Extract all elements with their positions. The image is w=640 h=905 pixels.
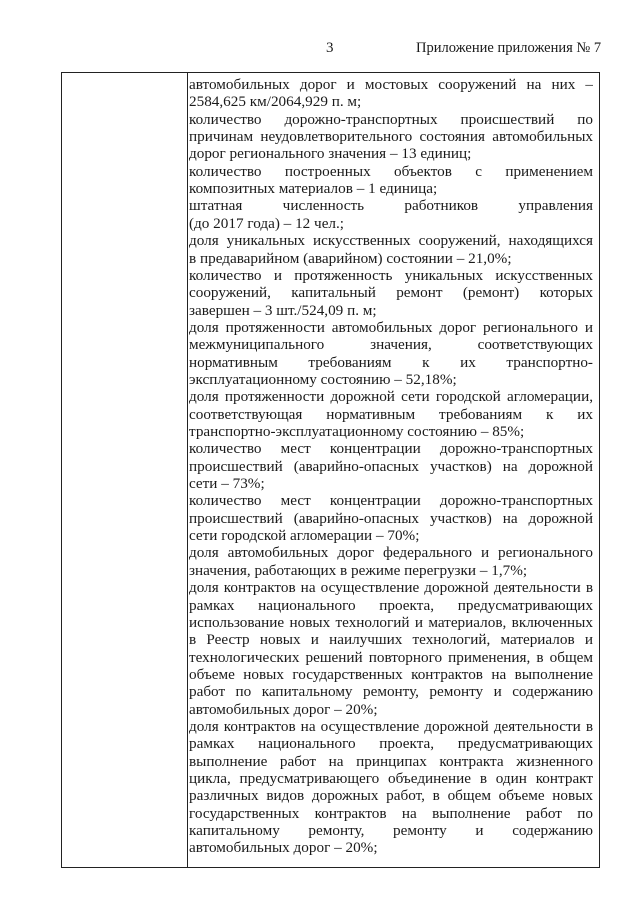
text-line: соответствующая нормативным требованиям к их bbox=[189, 405, 593, 423]
text-line: дорог регионального значения – 13 единиц; bbox=[189, 145, 472, 163]
text-line: количество мест концентрации дорожно-транспортных bbox=[189, 492, 593, 510]
text-line: штатная численность работников управления bbox=[189, 197, 593, 215]
text-line: происшествий (аварийно-опасных участков) на дорожной bbox=[189, 457, 593, 475]
text-line: происшествий (аварийно-опасных участков) на дорожной bbox=[189, 509, 593, 527]
text-line: доля контрактов на осуществление дорожной деятельности в bbox=[189, 717, 593, 735]
text-line: транспортно-эксплуатационному состоянию – 85%; bbox=[189, 423, 525, 440]
text-line: различных видов дорожных работ, в общем объеме новых bbox=[189, 787, 593, 805]
text-line: доля автомобильных дорог федерального и регионального bbox=[189, 544, 593, 562]
text-line: значения, работающих в режиме перегрузки – 1,7%; bbox=[189, 561, 528, 579]
text-line: 2584,625 км/2064,929 п. м; bbox=[189, 93, 362, 111]
text-line: автомобильных дорог – 20%; bbox=[189, 700, 378, 718]
text-line: сооружений, капитальный ремонт (ремонт) которых bbox=[189, 284, 593, 302]
text-line: сети городской агломерации – 70%; bbox=[189, 527, 420, 545]
text-line: работ по капитальному ремонту, ремонту и содержанию bbox=[189, 683, 593, 701]
text-line: доля контрактов на осуществление дорожной деятельности в bbox=[189, 579, 593, 597]
text-line: композитных материалов – 1 единица; bbox=[189, 180, 438, 198]
table-right-column bbox=[189, 73, 593, 867]
text-line: выполнение работ на принципах контракта жизненного bbox=[189, 752, 593, 770]
text-line: нормативным требованиям к их транспортно- bbox=[189, 353, 593, 371]
text-line: в предаварийном (аварийном) состоянии – 21,0%; bbox=[189, 249, 512, 267]
text-line: капитальному ремонту, ремонту и содержанию bbox=[189, 822, 593, 840]
indicators-table bbox=[61, 72, 600, 868]
text-line: количество и протяженность уникальных искусственных bbox=[189, 266, 593, 284]
text-line: автомобильных дорог – 20%; bbox=[189, 839, 378, 857]
text-line: в Реестр новых и наилучших технологий, материалов и bbox=[189, 631, 593, 649]
text-line: доля уникальных искусственных сооружений, находящихся bbox=[189, 232, 593, 250]
text-line: использование новых технологий и материалов, включенных bbox=[189, 613, 593, 631]
appendix-label: Приложение приложения № 7 bbox=[416, 40, 602, 56]
text-line: рамках национального проекта, предусматривающих bbox=[189, 596, 593, 614]
text-line: причинам неудовлетворительного состояния автомобильных bbox=[189, 128, 593, 146]
text-line: технологических решений повторного применения, в общем bbox=[189, 648, 593, 666]
text-line: (до 2017 года) – 12 чел.; bbox=[189, 214, 345, 232]
text-line: межмуниципального значения, соответствующих bbox=[189, 336, 593, 354]
text-line: автомобильных дорог и мостовых сооружений на них – bbox=[189, 76, 593, 93]
text-line: доля протяженности дорожной сети городской агломерации, bbox=[189, 388, 593, 406]
text-line: количество мест концентрации дорожно-транспортных bbox=[189, 440, 593, 458]
text-line: эксплуатационному состоянию – 52,18%; bbox=[189, 370, 457, 388]
text-line: количество дорожно-транспортных происшествий по bbox=[189, 110, 593, 128]
text-line: завершен – 3 шт./524,09 п. м; bbox=[189, 301, 377, 319]
text-line: цикла, предусматривающего объединение в один контракт bbox=[189, 770, 593, 787]
text-line: объеме новых государственных контрактов на выполнение bbox=[189, 665, 593, 683]
text-line: государственных контрактов на выполнение работ по bbox=[189, 804, 593, 822]
text-line: сети – 73%; bbox=[189, 475, 265, 493]
text-line: доля протяженности автомобильных дорог регионального и bbox=[189, 318, 593, 336]
page-number: 3 bbox=[326, 40, 334, 56]
text-line: рамках национального проекта, предусматривающих bbox=[189, 735, 593, 753]
table-left-column bbox=[62, 73, 188, 867]
text-line: количество построенных объектов с применением bbox=[189, 162, 593, 180]
